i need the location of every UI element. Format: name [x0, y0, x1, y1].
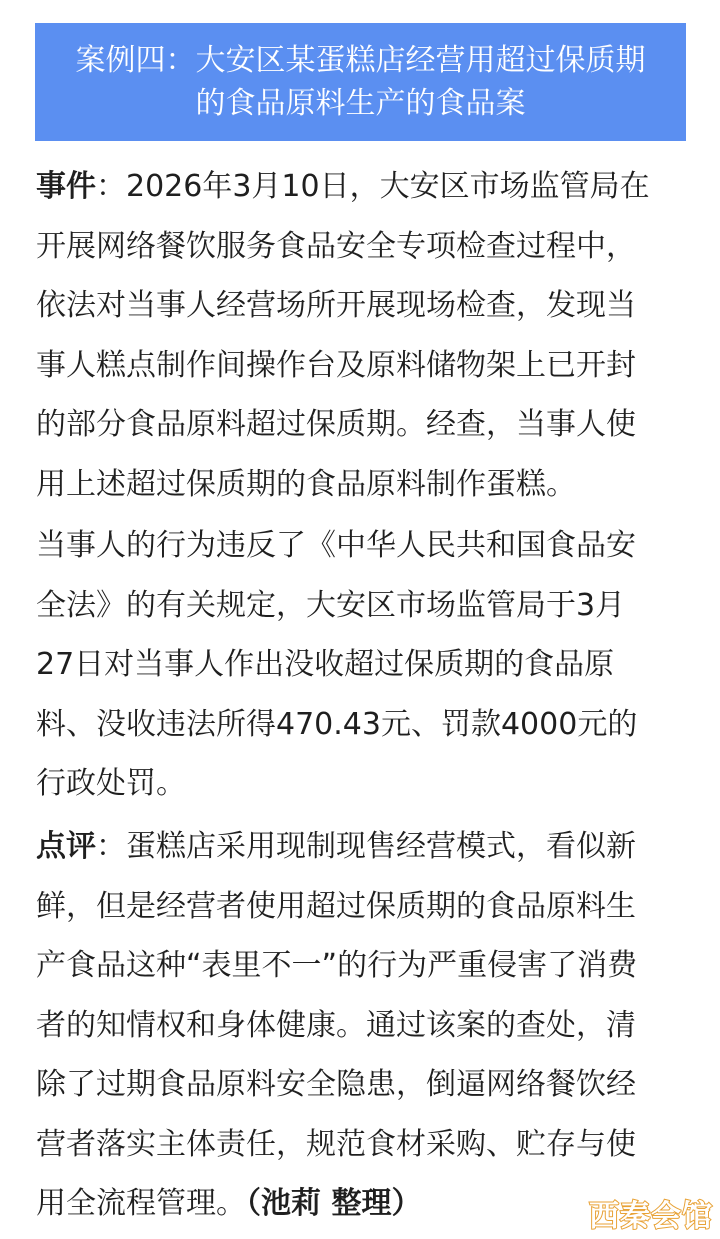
event-line: 用上述超过保质期的食品原料制作蛋糕。: [36, 466, 576, 502]
comment-line: 除了过期食品原料安全隐患，倒逼网络餐饮经: [36, 1067, 636, 1102]
event-line: 的部分食品原料超过保质期。经查，当事人使: [36, 407, 636, 442]
penalty-line: 27日对当事人作出没收超过保质期的食品原: [36, 647, 615, 682]
comment-last-line-text: 用全流程管理。: [36, 1186, 246, 1221]
comment-line: 鲜，但是经营者使用超过保质期的食品原料生: [36, 888, 636, 924]
comment-line-1-text: ：蛋糕店采用现制现售经营模式，看似新: [96, 829, 636, 864]
case-title-line-2: 的食品原料生产的食品案: [195, 86, 526, 121]
event-line: 事人糕点制作间操作台及原料储物架上已开封: [36, 347, 636, 383]
event-paragraph: [36, 157, 688, 514]
case-title-line-1: 案例四：大安区某蛋糕店经营用超过保质期: [75, 43, 646, 78]
event-line: 依法对当事人经营场所开展现场检查，发现当: [36, 288, 636, 323]
comment-line: 产食品这种“表里不一”的行为严重侵害了消费: [36, 948, 638, 983]
event-line: 开展网络餐饮服务食品安全专项检查过程中，: [36, 228, 636, 264]
case-title-banner: [35, 23, 686, 141]
watermark-char: 西: [589, 1199, 619, 1234]
penalty-line: 全法》的有关规定，大安区市场监管局于3月: [36, 587, 626, 623]
comment-paragraph: [36, 817, 688, 1234]
watermark-char: 会: [651, 1199, 681, 1234]
comment-label: 点评: [36, 829, 96, 864]
watermark-logo: [589, 1199, 712, 1235]
penalty-line: 料、没收违法所得470.43元、罚款4000元的: [36, 706, 638, 742]
watermark-char: 馆: [682, 1199, 712, 1234]
comment-line: 者的知情权和身体健康。通过该案的查处，清: [36, 1007, 636, 1043]
event-line-1-text: ：2026年3月10日，大安区市场监管局在: [96, 169, 650, 204]
penalty-line: 行政处罚。: [36, 766, 186, 801]
editor-credit: （池莉 整理）: [246, 1186, 422, 1221]
watermark-char: 秦: [620, 1199, 650, 1234]
penalty-paragraph: [36, 516, 688, 814]
event-label: 事件: [36, 169, 96, 204]
comment-line-1: [36, 817, 688, 877]
penalty-line: 当事人的行为违反了《中华人民共和国食品安: [36, 528, 636, 563]
comment-line: 营者落实主体责任，规范食材采购、贮存与使: [36, 1126, 636, 1162]
event-line-1: [36, 157, 688, 217]
